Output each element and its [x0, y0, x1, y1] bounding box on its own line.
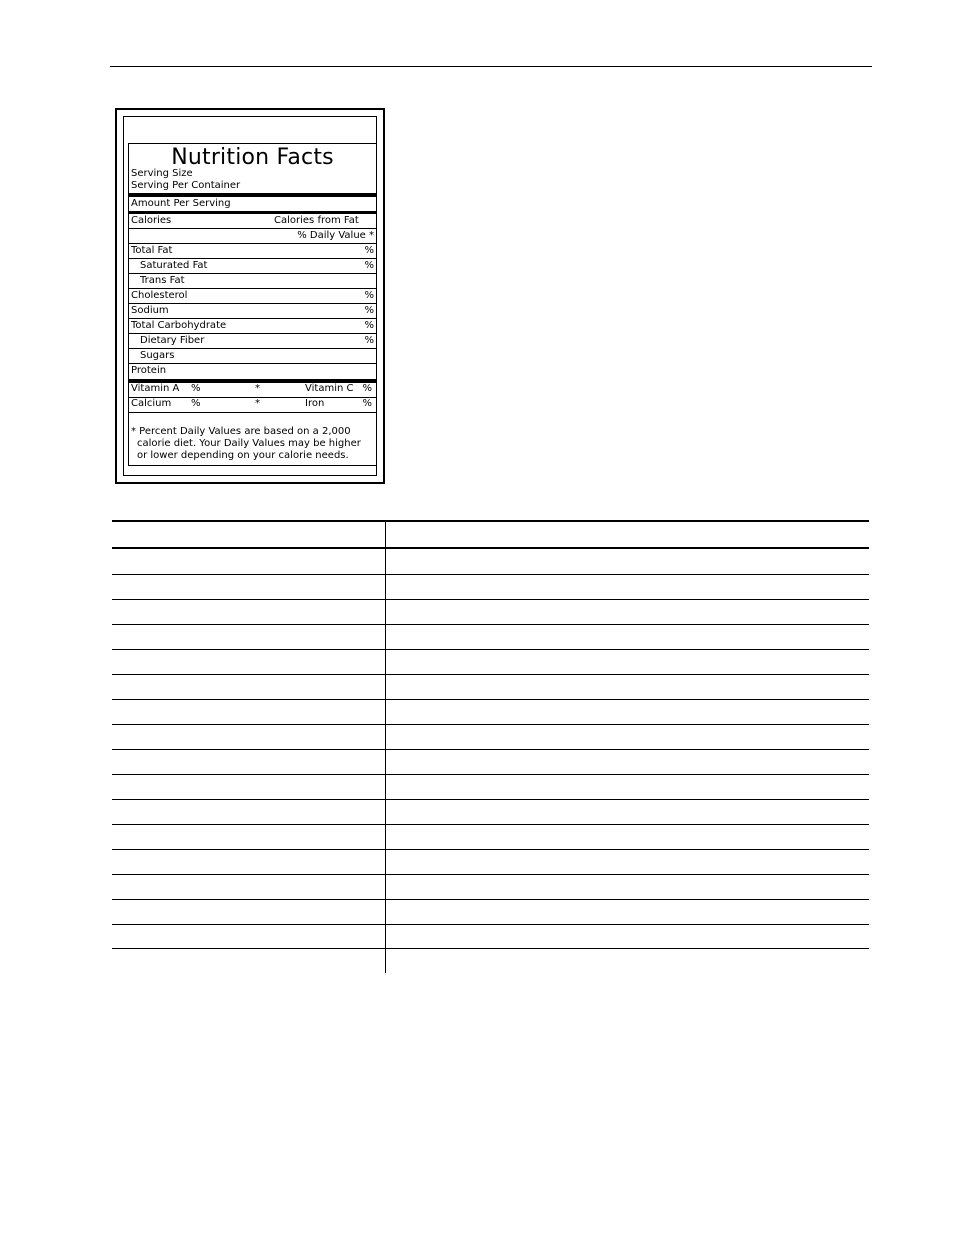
nutrient-percent: %	[364, 320, 374, 331]
table-row-line	[112, 924, 869, 925]
nutrient-percent: %	[364, 245, 374, 256]
nutrition-facts-panel	[128, 143, 377, 466]
calories-from-fat-label: Calories from Fat	[274, 215, 359, 226]
table-row-line	[112, 674, 869, 675]
nutrient-percent: %	[364, 305, 374, 316]
table-row-line	[112, 899, 869, 900]
table-row-line	[112, 699, 869, 700]
calories-row	[129, 214, 376, 229]
footnote-line: * Percent Daily Values are based on a 2,000	[131, 426, 351, 437]
vitamin-percent: %	[362, 383, 372, 394]
daily-value-header-row	[129, 229, 376, 244]
table-row-line	[112, 649, 869, 650]
nutrient-name: Sodium	[131, 305, 169, 316]
nutrition-facts-title: Nutrition Facts	[171, 145, 334, 170]
vitamin-name: Vitamin C	[305, 383, 354, 394]
footnote-line: calorie diet. Your Daily Values may be higher	[137, 438, 361, 449]
table-row-line	[112, 948, 869, 949]
table-row-line	[112, 624, 869, 625]
nutrition-label	[115, 108, 385, 484]
nutrient-name: Trans Fat	[140, 275, 185, 286]
table-row-line	[112, 824, 869, 825]
daily-value-header: % Daily Value *	[297, 230, 374, 241]
blank-worksheet-table	[112, 520, 869, 973]
nutrient-row	[129, 319, 376, 334]
page-top-rule	[110, 66, 872, 67]
nutrient-row	[129, 244, 376, 259]
daily-value-footnote	[131, 426, 371, 462]
vitamin-separator: *	[255, 383, 260, 394]
nutrient-row	[129, 334, 376, 349]
servings-per-container-label: Serving Per Container	[131, 180, 241, 191]
nutrient-name: Saturated Fat	[140, 260, 208, 271]
vitamin-name: Calcium	[131, 398, 172, 409]
vitamin-name: Vitamin A	[131, 383, 180, 394]
table-column-divider	[385, 520, 386, 973]
nutrient-percent: %	[364, 290, 374, 301]
table-top-border	[112, 520, 869, 522]
nutrient-percent: %	[364, 335, 374, 346]
vitamin-percent: %	[362, 398, 372, 409]
nutrient-name: Total Fat	[131, 245, 173, 256]
vitamin-percent: %	[191, 383, 201, 394]
table-row-line	[112, 574, 869, 575]
nutrient-row	[129, 289, 376, 304]
table-header-border	[112, 547, 869, 549]
nutrient-name: Total Carbohydrate	[131, 320, 227, 331]
vitamin-separator: *	[255, 398, 260, 409]
table-row-line	[112, 774, 869, 775]
vitamin-row	[129, 398, 376, 413]
nutrient-row	[129, 259, 376, 274]
vitamin-row	[129, 383, 376, 398]
nutrient-name: Cholesterol	[131, 290, 188, 301]
nutrient-row	[129, 304, 376, 319]
nutrition-label-inner-border	[123, 116, 377, 476]
nutrient-row	[129, 274, 376, 289]
vitamin-name: Iron	[305, 398, 325, 409]
table-row-line	[112, 749, 869, 750]
table-row-line	[112, 599, 869, 600]
table-row-line	[112, 874, 869, 875]
nutrient-row	[129, 349, 376, 364]
nutrient-name: Sugars	[140, 350, 175, 361]
calories-label: Calories	[131, 215, 172, 226]
amount-per-serving-label: Amount Per Serving	[131, 198, 231, 209]
amount-per-serving-row	[129, 197, 376, 212]
nutrient-row	[129, 364, 376, 379]
nutrient-name: Protein	[131, 365, 167, 376]
table-row-line	[112, 724, 869, 725]
footnote-line: or lower depending on your calorie needs.	[137, 450, 349, 461]
nutrient-percent: %	[364, 260, 374, 271]
nutrient-name: Dietary Fiber	[140, 335, 205, 346]
table-row-line	[112, 849, 869, 850]
table-row-line	[112, 799, 869, 800]
vitamin-percent: %	[191, 398, 201, 409]
serving-size-label: Serving Size	[131, 168, 193, 179]
